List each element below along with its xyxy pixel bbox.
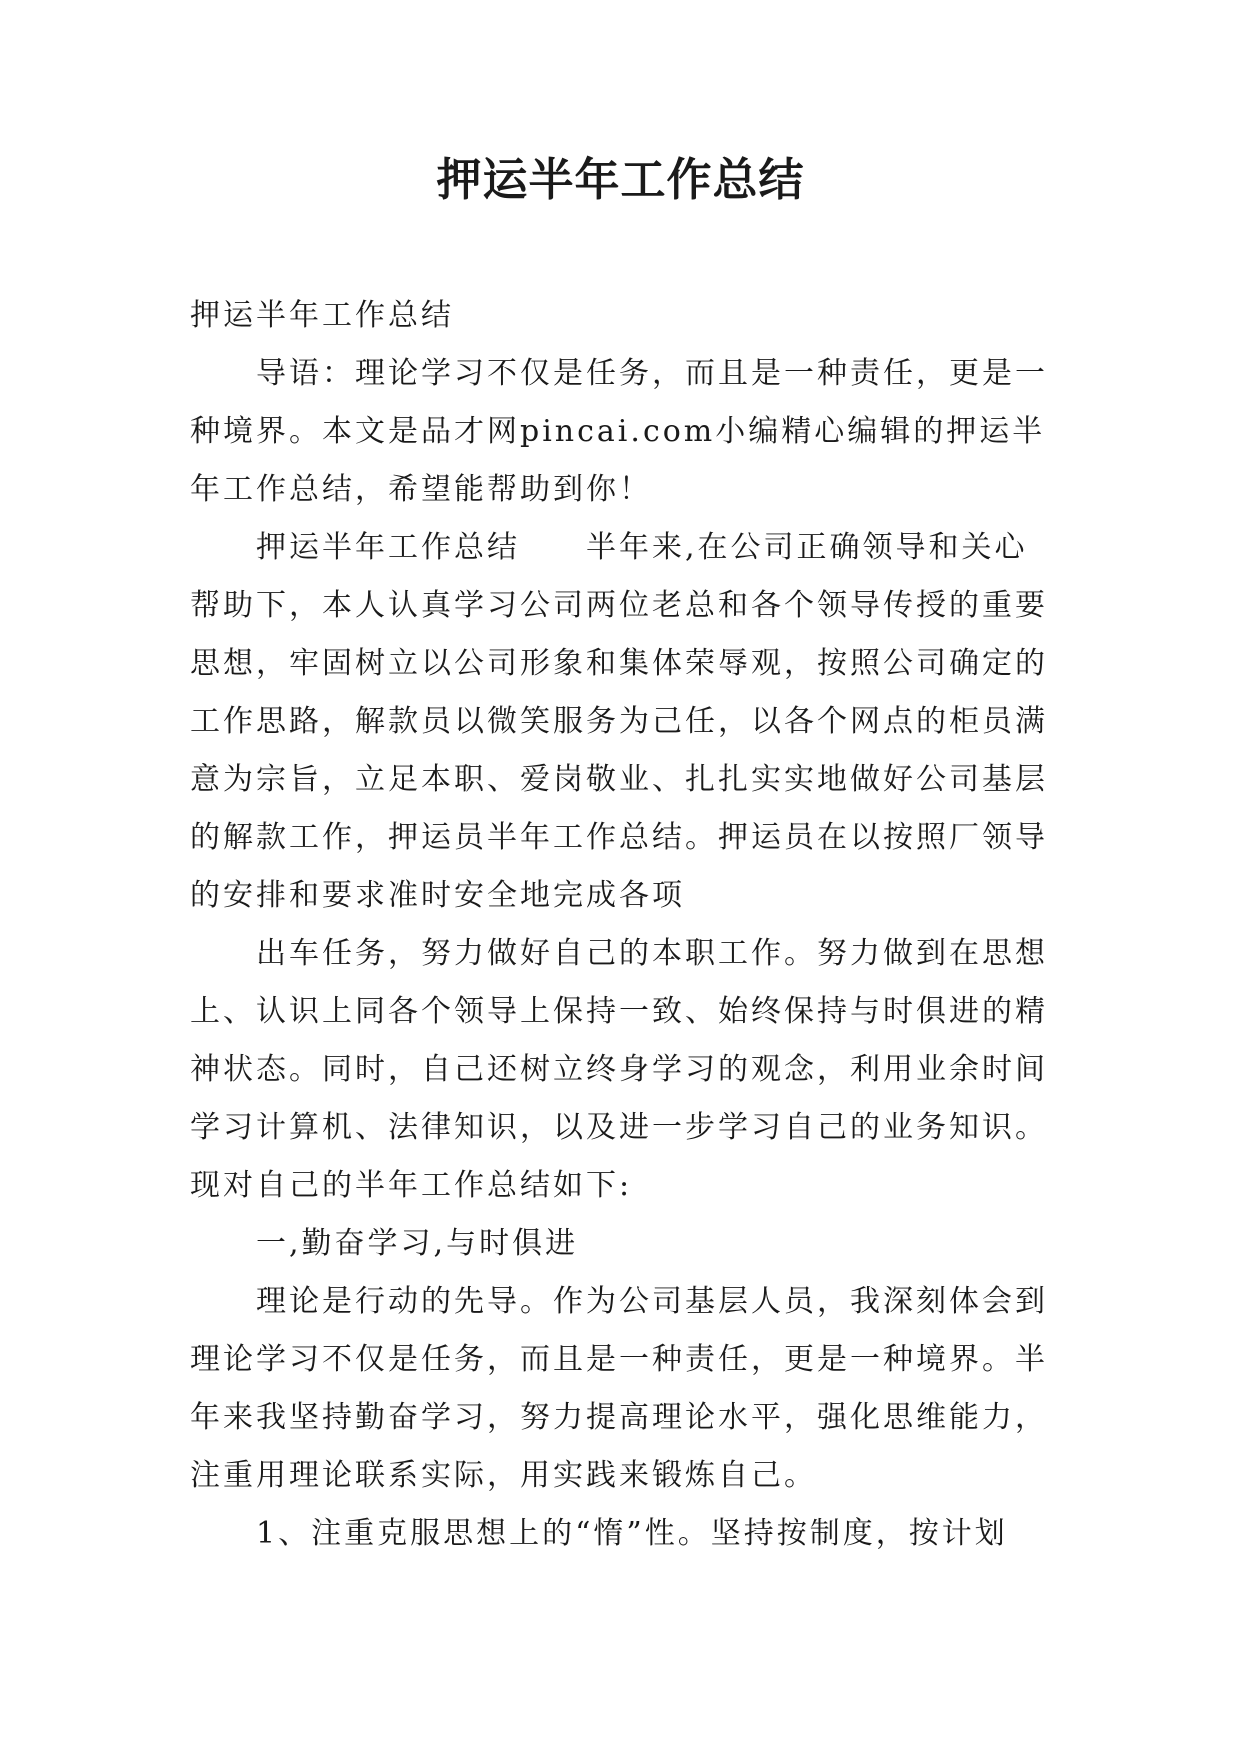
document-subtitle: 押运半年工作总结 — [190, 298, 454, 333]
paragraph-item-1: 1、注重克服思想上的“惰”性。坚持按制度，按计划 — [256, 1516, 1008, 1551]
section-heading: 一,勤奋学习,与时俱进 — [256, 1226, 579, 1261]
paragraph-tasks: 出车任务，努力做好自己的本职工作。努力做到在思想上、认识上同各个领导上保持一致、始终保持与时俱进的精神状态。同时，自己还树立终身学习的观念，利用业余时间学习计算机、法律知识，以及进一步学习自己的业务知识。现对自己的半年工作总结如下: — [190, 936, 1048, 1203]
document-body — [190, 287, 1050, 1563]
paragraph-summary: 押运半年工作总结 半年来,在公司正确领导和关心帮助下，本人认真学习公司两位老总和各个领导传授的重要思想，牢固树立以公司形象和集体荣辱观，按照公司确定的工作思路，解款员以微笑服务为己任，以各个网点的柜员满意为宗旨，立足本职、爱岗敬业、扎扎实实地做好公司基层的解款工作，押运员半年工作总结。押运员在以按照厂领导的安排和要求准时安全地完成各项 — [190, 530, 1048, 913]
paragraph-theory: 理论是行动的先导。作为公司基层人员，我深刻体会到理论学习不仅是任务，而且是一种责任，更是一种境界。半年来我坚持勤奋学习，努力提高理论水平，强化思维能力，注重用理论联系实际，用实践来锻炼自己。 — [190, 1284, 1048, 1493]
paragraph-intro: 导语：理论学习不仅是任务，而且是一种责任，更是一种境界。本文是品才网pincai.com小编精心编辑的押运半年工作总结，希望能帮助到你！ — [190, 356, 1048, 507]
document-title: 押运半年工作总结 — [436, 153, 805, 206]
